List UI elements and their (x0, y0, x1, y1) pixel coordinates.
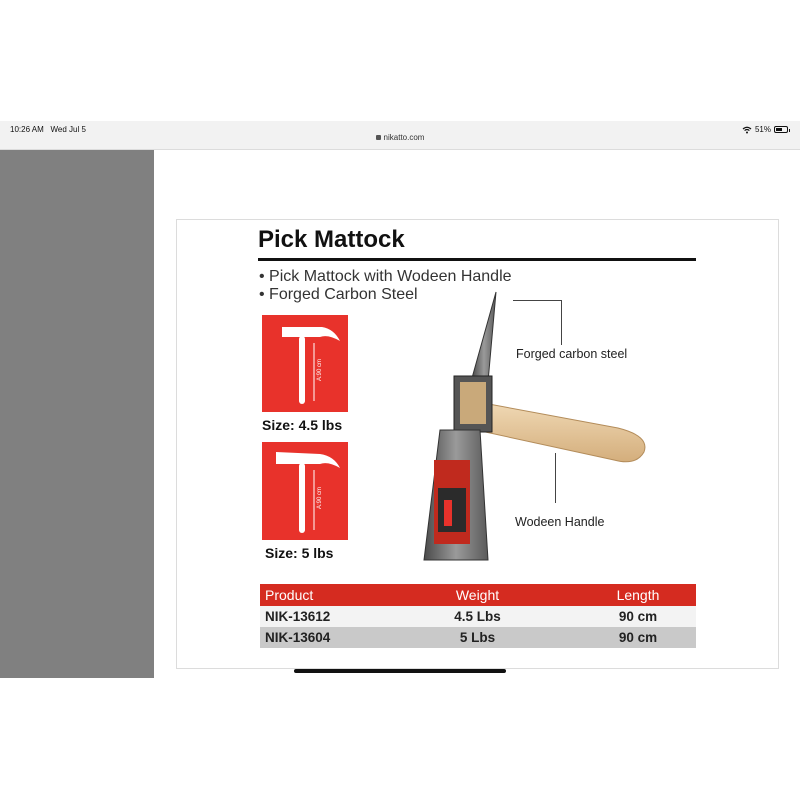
dimension-label: A:90 cm (317, 486, 324, 510)
callout-wooden-handle: Wodeen Handle (515, 515, 605, 529)
table-row (260, 606, 696, 627)
cell-length: 90 cm (618, 609, 658, 624)
header-weight: Weight (455, 587, 500, 603)
url-text: nikatto.com (383, 133, 425, 142)
title-divider (258, 258, 696, 261)
callout-forged-steel: Forged carbon steel (516, 347, 628, 361)
home-indicator[interactable] (294, 669, 506, 673)
dimension-label: A:90 cm (317, 358, 324, 382)
size-diagram-5lbs (262, 442, 348, 540)
feature-bullet: • Forged Carbon Steel (259, 286, 418, 303)
date-label: Wed Jul 5 (50, 125, 86, 134)
table-header (260, 584, 696, 606)
header-product: Product (265, 587, 314, 603)
cell-weight: 5 Lbs (459, 630, 496, 645)
table-row (260, 627, 696, 648)
size-label: Size: 4.5 lbs (262, 417, 343, 433)
callout-line (555, 453, 556, 503)
spec-table (260, 584, 696, 648)
mattock-outline-icon (262, 315, 348, 412)
lock-icon (376, 135, 381, 140)
mattock-outline-icon (262, 442, 348, 540)
page-title: Pick Mattock (258, 226, 405, 253)
header-length: Length (616, 587, 660, 603)
cell-length: 90 cm (618, 630, 658, 645)
feature-bullet: • Pick Mattock with Wodeen Handle (259, 268, 512, 285)
size-label: Size: 5 lbs (265, 545, 334, 561)
time-label: 10:26 AM (10, 125, 44, 134)
cell-weight: 4.5 Lbs (454, 609, 501, 624)
callout-line (561, 300, 562, 345)
cell-product: NIK-13604 (265, 630, 331, 645)
size-diagram-4-5lbs (262, 315, 348, 412)
callout-line (513, 300, 561, 301)
address-bar[interactable] (0, 133, 800, 142)
cell-product: NIK-13612 (265, 609, 331, 624)
battery-icon (774, 126, 788, 133)
side-panel (0, 150, 154, 678)
battery-percent: 51% (754, 125, 771, 134)
